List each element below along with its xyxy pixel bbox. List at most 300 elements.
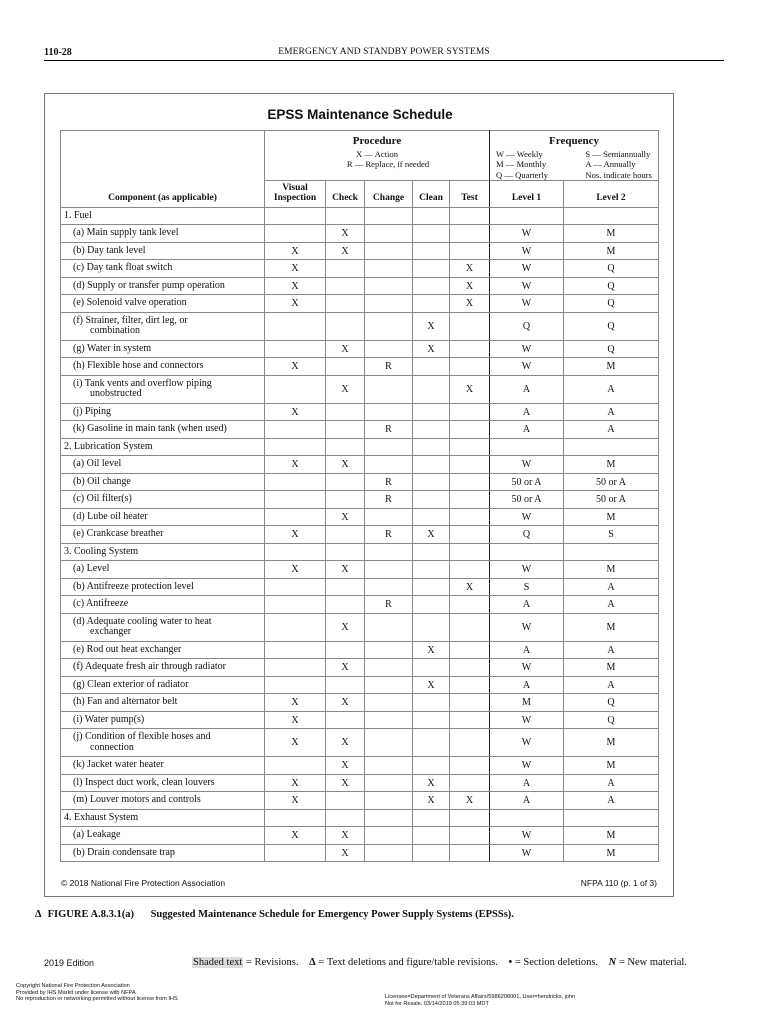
visual-inspection-cell: X (265, 774, 326, 792)
change-cell (365, 711, 413, 729)
check-cell: X (326, 242, 365, 260)
legend-semiannually: S — Semiannually (585, 149, 651, 159)
component-label: (d) Lube oil heater (73, 510, 148, 522)
component-label-continued: connection (90, 741, 134, 753)
table-row (61, 676, 659, 694)
component-cell (61, 456, 265, 474)
copyright-line: Copyright National Fire Protection Association (16, 983, 130, 989)
section-check-cell (326, 809, 365, 827)
visual-inspection-cell: X (265, 526, 326, 544)
edition-label: 2019 Edition (44, 958, 95, 968)
table-row (61, 561, 659, 579)
component-label: (b) Drain condensate trap (73, 846, 175, 858)
clean-cell (413, 508, 450, 526)
visual-inspection-cell (265, 375, 326, 403)
table-row (61, 375, 659, 403)
change-cell: R (365, 596, 413, 614)
table-row (61, 312, 659, 340)
legend-new-material: = New material. (616, 957, 687, 968)
change-cell (365, 295, 413, 313)
clean-cell (413, 659, 450, 677)
section-change-cell (365, 809, 413, 827)
table-row (61, 403, 659, 421)
test-cell (450, 508, 490, 526)
change-cell (365, 456, 413, 474)
check-cell: X (326, 757, 365, 775)
component-cell (61, 312, 265, 340)
level1-cell: S (490, 578, 564, 596)
level1-cell: W (490, 277, 564, 295)
check-cell (326, 473, 365, 491)
clean-cell (413, 295, 450, 313)
visual-inspection-cell (265, 844, 326, 862)
maintenance-schedule-table (60, 130, 659, 862)
check-cell: X (326, 561, 365, 579)
visual-inspection-cell (265, 676, 326, 694)
component-header-spacer (61, 131, 265, 181)
component-label: (f) Strainer, filter, dirt leg, or (73, 314, 188, 326)
figure-description: Suggested Maintenance Schedule for Emergency Power Supply Systems (EPSSs). (150, 909, 514, 920)
col-header-level2: Level 2 (564, 180, 659, 207)
delta-icon: Δ (35, 909, 42, 920)
component-label: (a) Main supply tank level (73, 227, 179, 239)
visual-inspection-cell (265, 508, 326, 526)
level2-cell: Q (564, 711, 659, 729)
clean-cell (413, 827, 450, 845)
check-cell (326, 676, 365, 694)
component-label: (b) Antifreeze protection level (73, 580, 194, 592)
check-cell (326, 277, 365, 295)
test-cell (450, 729, 490, 757)
section-label: 4. Exhaust System (61, 809, 265, 827)
change-cell: R (365, 421, 413, 439)
license-notice (385, 994, 575, 1007)
license-line: Licensee=Department of Veterans Affairs/5986208001, User=hendricks, john (385, 994, 576, 1000)
change-cell (365, 375, 413, 403)
check-cell: X (326, 844, 365, 862)
section-level1-cell (490, 438, 564, 456)
check-cell (326, 403, 365, 421)
check-cell: X (326, 613, 365, 641)
legend-quarterly: Q — Quarterly (496, 169, 549, 180)
new-material-icon: N (608, 957, 617, 968)
test-cell (450, 676, 490, 694)
visual-inspection-cell: X (265, 403, 326, 421)
level1-cell: W (490, 844, 564, 862)
level2-cell: Q (564, 260, 659, 278)
visual-inspection-cell: X (265, 295, 326, 313)
level2-cell: Q (564, 694, 659, 712)
table-row (61, 473, 659, 491)
level2-cell: S (564, 526, 659, 544)
level2-cell: M (564, 561, 659, 579)
section-level1-cell (490, 543, 564, 561)
component-cell (61, 844, 265, 862)
visual-inspection-cell: X (265, 711, 326, 729)
clean-cell (413, 358, 450, 376)
table-row (61, 277, 659, 295)
change-cell (365, 260, 413, 278)
clean-cell (413, 473, 450, 491)
change-cell (365, 844, 413, 862)
section-check-cell (326, 543, 365, 561)
test-cell: X (450, 260, 490, 278)
check-cell: X (326, 225, 365, 243)
clean-cell: X (413, 792, 450, 810)
frequency-title: Frequency (549, 135, 599, 147)
revision-legend (192, 957, 687, 968)
section-label: 3. Cooling System (61, 543, 265, 561)
clean-cell: X (413, 312, 450, 340)
section-level1-cell (490, 207, 564, 225)
table-row (61, 260, 659, 278)
component-cell (61, 757, 265, 775)
table-row (61, 508, 659, 526)
component-label: (f) Adequate fresh air through radiator (73, 661, 226, 673)
level1-cell: W (490, 613, 564, 641)
level2-cell: Q (564, 277, 659, 295)
component-label: (k) Jacket water heater (73, 759, 164, 771)
component-label: (b) Day tank level (73, 244, 146, 256)
figure-label: FIGURE A.8.3.1(a) (47, 909, 134, 920)
level2-cell: Q (564, 340, 659, 358)
visual-inspection-cell (265, 659, 326, 677)
section-visual-inspection-cell (265, 438, 326, 456)
component-label: (c) Antifreeze (73, 598, 129, 610)
copyright-notice (16, 983, 178, 1003)
visual-inspection-cell: X (265, 242, 326, 260)
change-cell (365, 613, 413, 641)
level1-cell: A (490, 792, 564, 810)
section-row (61, 543, 659, 561)
section-change-cell (365, 438, 413, 456)
table-row (61, 596, 659, 614)
clean-cell (413, 242, 450, 260)
level1-cell: Q (490, 312, 564, 340)
test-cell (450, 312, 490, 340)
section-level2-cell (564, 809, 659, 827)
table-row (61, 641, 659, 659)
level1-cell: W (490, 358, 564, 376)
component-label: (l) Inspect duct work, clean louvers (73, 776, 215, 788)
table-title: EPSS Maintenance Schedule (267, 107, 453, 122)
level2-cell: M (564, 508, 659, 526)
delta-icon: Δ (309, 957, 316, 968)
level2-cell: 50 or A (564, 491, 659, 509)
test-cell: X (450, 578, 490, 596)
col-header-clean: Clean (413, 180, 450, 207)
check-cell: X (326, 774, 365, 792)
test-cell (450, 403, 490, 421)
section-label: 1. Fuel (61, 207, 265, 225)
test-cell: X (450, 375, 490, 403)
table-row (61, 711, 659, 729)
legend-annually: A — Annually (585, 159, 636, 170)
clean-cell (413, 403, 450, 421)
component-cell (61, 295, 265, 313)
component-label: (e) Rod out heat exchanger (73, 643, 182, 655)
level1-cell: W (490, 295, 564, 313)
component-cell (61, 473, 265, 491)
table-row (61, 340, 659, 358)
table-row (61, 757, 659, 775)
level1-cell: W (490, 729, 564, 757)
change-cell (365, 403, 413, 421)
legend-deletions: = Text deletions and figure/table revisions. (315, 957, 498, 968)
section-test-cell (450, 438, 490, 456)
clean-cell (413, 711, 450, 729)
visual-inspection-cell: X (265, 260, 326, 278)
section-row (61, 207, 659, 225)
section-clean-cell (413, 543, 450, 561)
level2-cell: A (564, 792, 659, 810)
clean-cell: X (413, 526, 450, 544)
level1-cell: M (490, 694, 564, 712)
test-cell (450, 774, 490, 792)
clean-cell (413, 421, 450, 439)
component-label: (b) Oil change (73, 475, 131, 487)
component-label: (i) Tank vents and overflow piping (73, 377, 212, 389)
figure-frame (44, 93, 674, 897)
check-cell: X (326, 508, 365, 526)
component-label: (m) Louver motors and controls (73, 794, 201, 806)
clean-cell (413, 260, 450, 278)
change-cell: R (365, 491, 413, 509)
component-label: (g) Water in system (73, 342, 152, 354)
test-cell (450, 421, 490, 439)
check-cell (326, 260, 365, 278)
check-cell (326, 596, 365, 614)
test-cell (450, 340, 490, 358)
test-cell (450, 596, 490, 614)
clean-cell (413, 375, 450, 403)
change-cell (365, 729, 413, 757)
component-label: (d) Adequate cooling water to heat (73, 615, 212, 627)
clean-cell (413, 694, 450, 712)
section-check-cell (326, 438, 365, 456)
test-cell (450, 561, 490, 579)
col-header-component: Component (as applicable) (61, 180, 265, 207)
table-row (61, 694, 659, 712)
visual-inspection-cell: X (265, 792, 326, 810)
change-cell (365, 694, 413, 712)
level1-cell: W (490, 757, 564, 775)
legend-monthly: M — Monthly (496, 159, 547, 170)
bullet-icon: • (508, 957, 513, 968)
level1-cell: W (490, 456, 564, 474)
component-label-continued: unobstructed (90, 388, 142, 400)
level1-cell: A (490, 676, 564, 694)
component-cell (61, 729, 265, 757)
test-cell (450, 844, 490, 862)
section-visual-inspection-cell (265, 207, 326, 225)
component-cell (61, 676, 265, 694)
component-cell (61, 242, 265, 260)
component-cell (61, 340, 265, 358)
component-cell (61, 774, 265, 792)
test-cell (450, 827, 490, 845)
frequency-legend (490, 147, 658, 180)
level2-cell: Q (564, 295, 659, 313)
level2-cell: M (564, 242, 659, 260)
visual-inspection-cell (265, 596, 326, 614)
procedure-header (265, 131, 490, 181)
section-level2-cell (564, 438, 659, 456)
level1-cell: W (490, 711, 564, 729)
visual-inspection-cell (265, 613, 326, 641)
change-cell: R (365, 358, 413, 376)
table-page-reference: NFPA 110 (p. 1 of 3) (580, 878, 657, 888)
table-row (61, 729, 659, 757)
component-label: (d) Supply or transfer pump operation (73, 279, 225, 291)
component-cell (61, 694, 265, 712)
level2-cell: A (564, 375, 659, 403)
frequency-legend-col1 (496, 149, 548, 180)
level2-cell: M (564, 225, 659, 243)
component-label: (g) Clean exterior of radiator (73, 678, 189, 690)
section-clean-cell (413, 207, 450, 225)
procedure-legend-action: X — Action (355, 149, 398, 159)
clean-cell: X (413, 774, 450, 792)
section-test-cell (450, 207, 490, 225)
copyright-line: No reproduction or networking permitted without license from IHS (16, 996, 178, 1003)
check-cell: X (326, 340, 365, 358)
component-cell (61, 641, 265, 659)
frequency-legend-col2 (585, 149, 652, 180)
level1-cell: Q (490, 526, 564, 544)
table-row (61, 225, 659, 243)
clean-cell (413, 456, 450, 474)
level1-cell: W (490, 225, 564, 243)
level2-cell: A (564, 676, 659, 694)
frequency-header (490, 131, 659, 181)
component-cell (61, 561, 265, 579)
component-label: (c) Oil filter(s) (73, 493, 132, 505)
legend-revisions: = Revisions. (243, 957, 299, 968)
level1-cell: W (490, 340, 564, 358)
clean-cell (413, 596, 450, 614)
table-row (61, 242, 659, 260)
visual-inspection-cell (265, 491, 326, 509)
change-cell (365, 277, 413, 295)
check-cell (326, 578, 365, 596)
level1-cell: W (490, 561, 564, 579)
visual-inspection-cell: X (265, 827, 326, 845)
check-cell: X (326, 659, 365, 677)
level1-cell: 50 or A (490, 473, 564, 491)
component-cell (61, 596, 265, 614)
table-row (61, 526, 659, 544)
clean-cell (413, 757, 450, 775)
component-cell (61, 827, 265, 845)
legend-hours: Nos. indicate hours (585, 169, 652, 180)
component-label: (j) Condition of flexible hoses and (73, 731, 211, 743)
table-row (61, 792, 659, 810)
level2-cell: A (564, 403, 659, 421)
table-row (61, 774, 659, 792)
level1-cell: 50 or A (490, 491, 564, 509)
check-cell (326, 526, 365, 544)
change-cell (365, 242, 413, 260)
visual-inspection-cell: X (265, 694, 326, 712)
component-cell (61, 421, 265, 439)
visual-inspection-cell (265, 312, 326, 340)
change-cell (365, 561, 413, 579)
component-label: (a) Leakage (73, 829, 121, 841)
procedure-title: Procedure (352, 135, 402, 147)
component-label: (k) Gasoline in main tank (when used) (73, 423, 227, 435)
clean-cell (413, 844, 450, 862)
visual-inspection-cell: X (265, 729, 326, 757)
visual-inspection-cell: X (265, 358, 326, 376)
table-row (61, 491, 659, 509)
check-cell: X (326, 456, 365, 474)
clean-cell (413, 578, 450, 596)
table-row (61, 844, 659, 862)
table-row (61, 358, 659, 376)
change-cell (365, 659, 413, 677)
level2-cell: M (564, 729, 659, 757)
change-cell: R (365, 473, 413, 491)
level1-cell: A (490, 774, 564, 792)
check-cell: X (326, 694, 365, 712)
section-change-cell (365, 543, 413, 561)
clean-cell (413, 729, 450, 757)
check-cell: X (326, 827, 365, 845)
visual-inspection-cell (265, 757, 326, 775)
table-row (61, 578, 659, 596)
level2-cell: Q (564, 312, 659, 340)
component-label: (a) Level (73, 563, 110, 575)
schedule-body (61, 207, 659, 862)
level2-cell: 50 or A (564, 473, 659, 491)
table-row (61, 421, 659, 439)
test-cell (450, 613, 490, 641)
table-row (61, 456, 659, 474)
level2-cell: M (564, 358, 659, 376)
level2-cell: M (564, 757, 659, 775)
component-label: (e) Solenoid valve operation (73, 297, 187, 309)
section-clean-cell (413, 438, 450, 456)
level1-cell: W (490, 242, 564, 260)
change-cell (365, 792, 413, 810)
figure-caption (35, 909, 514, 920)
component-cell (61, 403, 265, 421)
test-cell (450, 225, 490, 243)
component-cell (61, 711, 265, 729)
page-number: 110-28 (44, 47, 72, 58)
clean-cell (413, 613, 450, 641)
running-title: EMERGENCY AND STANDBY POWER SYSTEMS (278, 47, 490, 57)
change-cell (365, 827, 413, 845)
test-cell: X (450, 792, 490, 810)
component-label: (h) Flexible hose and connectors (73, 360, 204, 372)
section-clean-cell (413, 809, 450, 827)
component-label: (j) Piping (73, 405, 112, 417)
test-cell (450, 473, 490, 491)
change-cell (365, 508, 413, 526)
component-cell (61, 508, 265, 526)
col-header-visual-inspection: Visual Inspection (265, 180, 326, 207)
check-cell (326, 295, 365, 313)
test-cell (450, 456, 490, 474)
level2-cell: M (564, 613, 659, 641)
section-visual-inspection-cell (265, 809, 326, 827)
table-copyright: © 2018 National Fire Protection Association (61, 878, 226, 888)
change-cell (365, 757, 413, 775)
section-visual-inspection-cell (265, 543, 326, 561)
license-line: Not for Resale, 03/14/2019 05:39:03 MDT (385, 1000, 489, 1007)
